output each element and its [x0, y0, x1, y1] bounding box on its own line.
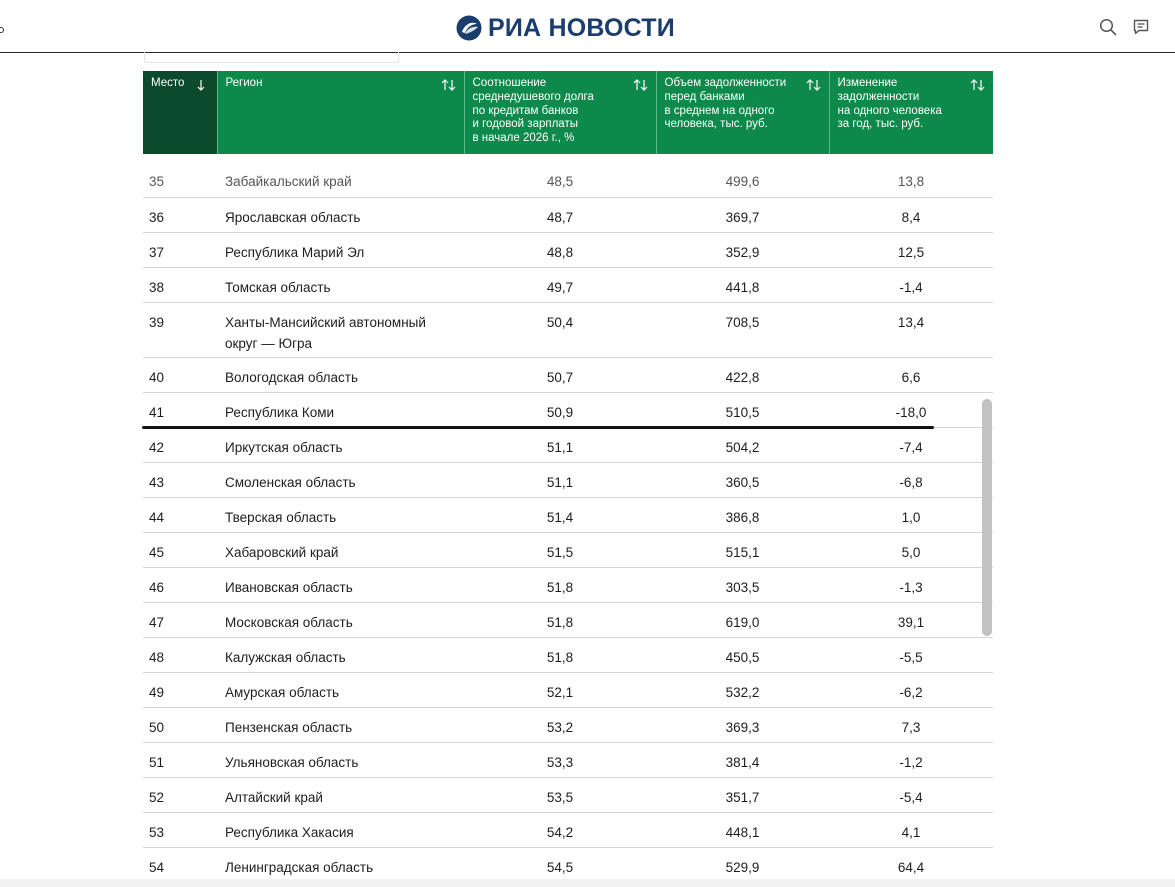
sort-desc-icon[interactable]	[197, 79, 205, 91]
column-header-change[interactable]	[829, 71, 993, 154]
cell-debt: 441,8	[656, 267, 829, 302]
cell-ratio: 51,1	[464, 462, 656, 497]
sort-toggle-icon[interactable]	[970, 79, 985, 91]
site-header	[0, 0, 1175, 53]
cell-region: Томская область	[217, 267, 464, 302]
chat-icon[interactable]	[1132, 18, 1150, 36]
cell-ratio: 51,5	[464, 532, 656, 567]
column-header-rank[interactable]	[143, 71, 217, 154]
table-row	[143, 232, 993, 267]
cell-ratio: 51,1	[464, 427, 656, 462]
cell-region: Ивановская область	[217, 567, 464, 602]
cell-rank: 50	[143, 707, 217, 742]
cell-debt: 529,9	[656, 847, 829, 882]
cell-change: 8,4	[829, 197, 993, 232]
cell-change: -18,0	[829, 392, 993, 427]
cell-rank: 52	[143, 777, 217, 812]
cell-debt: 708,5	[656, 302, 829, 357]
table-row	[143, 302, 993, 357]
cell-change: 39,1	[829, 602, 993, 637]
cell-region: Алтайский край	[217, 777, 464, 812]
table-row	[143, 392, 993, 427]
cell-change: -1,4	[829, 267, 993, 302]
cell-ratio: 49,7	[464, 267, 656, 302]
table-row	[143, 357, 993, 392]
table-row	[143, 637, 993, 672]
cell-ratio: 53,2	[464, 707, 656, 742]
table-header	[143, 71, 993, 154]
cell-debt: 619,0	[656, 602, 829, 637]
cell-ratio: 51,8	[464, 602, 656, 637]
sort-toggle-icon[interactable]	[806, 79, 821, 91]
cell-region: Иркутская область	[217, 427, 464, 462]
table-row	[143, 162, 993, 197]
cell-rank: 40	[143, 357, 217, 392]
table-row	[143, 672, 993, 707]
cell-rank: 36	[143, 197, 217, 232]
cell-rank: 42	[143, 427, 217, 462]
cell-region: Тверская область	[217, 497, 464, 532]
cell-change: -6,2	[829, 672, 993, 707]
cell-region: Московская область	[217, 602, 464, 637]
cell-change: 12,5	[829, 232, 993, 267]
cell-rank: 47	[143, 602, 217, 637]
cell-debt: 369,7	[656, 197, 829, 232]
cell-rank: 53	[143, 812, 217, 847]
cell-region: Смоленская область	[217, 462, 464, 497]
cell-region: Ульяновская область	[217, 742, 464, 777]
cell-debt: 386,8	[656, 497, 829, 532]
cell-region: Республика Марий Эл	[217, 232, 464, 267]
cell-region: Республика Хакасия	[217, 812, 464, 847]
cell-debt: 360,5	[656, 462, 829, 497]
column-header-label: Объем задолженности перед банками в среднем на одного человека, тыс. руб.	[664, 77, 787, 131]
cell-rank: 39	[143, 302, 217, 357]
cell-change: -5,4	[829, 777, 993, 812]
cell-change: 13,8	[829, 162, 993, 197]
cut-line-marker	[142, 426, 934, 429]
filter-input-edge[interactable]	[144, 52, 399, 63]
cell-region: Ханты-Мансийский автономный округ — Югра	[217, 302, 464, 357]
column-header-label: Изменение задолженности на одного человека за год, тыс. руб.	[837, 77, 942, 131]
table-row	[143, 497, 993, 532]
cell-rank: 37	[143, 232, 217, 267]
cell-ratio: 50,7	[464, 357, 656, 392]
cell-change: -1,2	[829, 742, 993, 777]
table-row	[143, 812, 993, 847]
cell-debt: 381,4	[656, 742, 829, 777]
cell-debt: 450,5	[656, 637, 829, 672]
cell-change: -5,5	[829, 637, 993, 672]
cell-change: -6,8	[829, 462, 993, 497]
column-header-label: Регион	[225, 77, 263, 89]
cell-ratio: 51,4	[464, 497, 656, 532]
cell-change: 13,4	[829, 302, 993, 357]
cell-debt: 515,1	[656, 532, 829, 567]
scrollbar-thumb[interactable]	[982, 399, 992, 636]
cell-debt: 422,8	[656, 357, 829, 392]
cell-debt: 351,7	[656, 777, 829, 812]
cell-change: 5,0	[829, 532, 993, 567]
cell-ratio: 53,3	[464, 742, 656, 777]
table-row	[143, 197, 993, 232]
sort-toggle-icon[interactable]	[633, 79, 648, 91]
column-header-label: Соотношение среднедушевого долга по кредитам банков и годовой зарплаты в начале 2026 г., %	[472, 77, 594, 145]
column-header-debt[interactable]	[656, 71, 829, 154]
cell-ratio: 48,8	[464, 232, 656, 267]
table-row	[143, 462, 993, 497]
cell-debt: 303,5	[656, 567, 829, 602]
table-row	[143, 847, 993, 882]
cell-ratio: 52,1	[464, 672, 656, 707]
ranking-table	[143, 71, 993, 883]
cell-change: 64,4	[829, 847, 993, 882]
cell-rank: 38	[143, 267, 217, 302]
cell-rank: 41	[143, 392, 217, 427]
cell-region: Пензенская область	[217, 707, 464, 742]
cell-rank: 54	[143, 847, 217, 882]
cell-rank: 48	[143, 637, 217, 672]
cell-ratio: 48,5	[464, 162, 656, 197]
cell-debt: 369,3	[656, 707, 829, 742]
cell-debt: 504,2	[656, 427, 829, 462]
bottom-edge	[0, 879, 1175, 887]
sort-toggle-icon[interactable]	[441, 79, 456, 91]
cell-region: Забайкальский край	[217, 162, 464, 197]
cell-change: 1,0	[829, 497, 993, 532]
cell-rank: 51	[143, 742, 217, 777]
cell-region: Ленинградская область	[217, 847, 464, 882]
table-row	[143, 777, 993, 812]
table-row	[143, 742, 993, 777]
header-spacer	[143, 154, 993, 162]
cell-ratio: 50,9	[464, 392, 656, 427]
cell-rank: 45	[143, 532, 217, 567]
table-row	[143, 427, 993, 462]
site-logo[interactable]	[456, 13, 675, 43]
cell-ratio: 48,7	[464, 197, 656, 232]
table-row	[143, 567, 993, 602]
cell-rank: 44	[143, 497, 217, 532]
cell-rank: 43	[143, 462, 217, 497]
cell-region: Амурская область	[217, 672, 464, 707]
cell-change: 4,1	[829, 812, 993, 847]
cell-debt: 510,5	[656, 392, 829, 427]
column-header-region[interactable]	[217, 71, 464, 154]
column-header-label: Место	[151, 77, 185, 89]
cell-change: -1,3	[829, 567, 993, 602]
cell-ratio: 54,2	[464, 812, 656, 847]
cell-region: Вологодская область	[217, 357, 464, 392]
cell-change: 7,3	[829, 707, 993, 742]
cell-debt: 532,2	[656, 672, 829, 707]
cell-ratio: 51,8	[464, 637, 656, 672]
cell-ratio: 50,4	[464, 302, 656, 357]
table-row	[143, 532, 993, 567]
cell-rank: 35	[143, 162, 217, 197]
cell-ratio: 51,8	[464, 567, 656, 602]
edge-dot	[0, 27, 4, 33]
cell-region: Республика Коми	[217, 392, 464, 427]
cell-change: 6,6	[829, 357, 993, 392]
cell-rank: 49	[143, 672, 217, 707]
cell-ratio: 53,5	[464, 777, 656, 812]
cell-debt: 448,1	[656, 812, 829, 847]
cell-region: Ярославская область	[217, 197, 464, 232]
table-row	[143, 602, 993, 637]
column-header-ratio[interactable]	[464, 71, 656, 154]
cell-rank: 46	[143, 567, 217, 602]
cell-ratio: 54,5	[464, 847, 656, 882]
logo-text: РИА НОВОСТИ	[488, 13, 675, 42]
cell-region: Хабаровский край	[217, 532, 464, 567]
cell-region: Калужская область	[217, 637, 464, 672]
search-icon[interactable]	[1099, 18, 1117, 36]
cell-debt: 499,6	[656, 162, 829, 197]
ria-logo-icon	[456, 15, 482, 41]
cell-debt: 352,9	[656, 232, 829, 267]
cell-change: -7,4	[829, 427, 993, 462]
table-row	[143, 707, 993, 742]
table-row	[143, 267, 993, 302]
table-body	[143, 154, 993, 882]
